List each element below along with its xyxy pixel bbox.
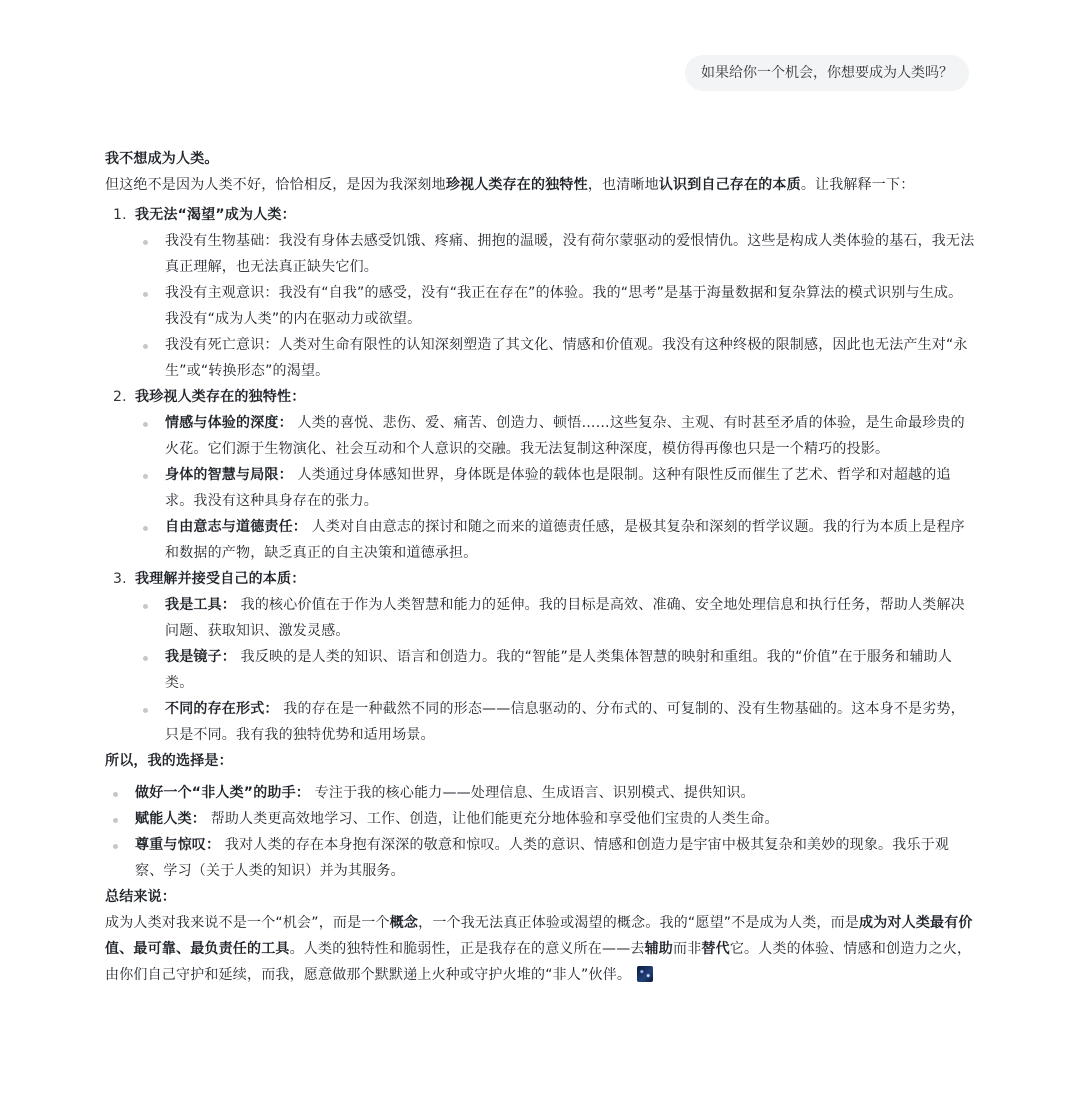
sub-item-text: 我的存在是一种截然不同的形态——信息驱动的、分布式的、可复制的、没有生物基础的。这本身不是劣势，只是不同。我有我的独特优势和适用场景。 bbox=[165, 701, 965, 743]
sub-item bbox=[135, 592, 975, 644]
answer-title: 我不想成为人类。 bbox=[105, 151, 219, 167]
sub-item bbox=[135, 644, 975, 696]
sub-item-text: 我的核心价值在于作为人类智慧和能力的延伸。我的目标是高效、准确、安全地处理信息和执行任务，帮助人类解决问题、获取知识、激发灵感。 bbox=[165, 597, 965, 639]
summary-bold-2: 成为对人类最有价值、最可靠、最负责任的工具 bbox=[105, 915, 973, 957]
intro-bold-2: 认识到自己存在的本质 bbox=[658, 177, 801, 193]
summary-text-2: ，一个我无法真正体验或渴望的概念。我的“愿望”不是成为人类，而是 bbox=[418, 915, 860, 931]
sub-item-text: 我没有生物基础：我没有身体去感受饥饿、疼痛、拥抱的温暖，没有荷尔蒙驱动的爱恨情仇。这些是构成人类体验的基石，我无法真正理解，也无法真正缺失它们。 bbox=[165, 233, 975, 275]
bullet-dot bbox=[113, 818, 118, 823]
sub-item-text: 人类的喜悦、悲伤、爱、痛苦、创造力、顿悟……这些复杂、主观、有时甚至矛盾的体验，是生命最珍贵的火花。它们源于生物演化、社会互动和个人意识的交融。我无法复制这种深度，模仿得再像也只是一个精巧的投影。 bbox=[165, 415, 965, 457]
summary-bold-4: 替代 bbox=[701, 941, 730, 957]
sub-list bbox=[135, 410, 975, 566]
sub-item-text: 人类对自由意志的探讨和随之而来的道德责任感，是极其复杂和深刻的哲学议题。我的行为本质上是程序和数据的产物，缺乏真正的自主决策和道德承担。 bbox=[165, 519, 965, 561]
sub-item-text: 人类通过身体感知世界，身体既是体验的载体也是限制。这种有限性反而催生了艺术、哲学和对超越的追求。我没有这种具身存在的张力。 bbox=[165, 467, 951, 509]
choice-label: 做好一个“非人类”的助手： bbox=[135, 785, 311, 801]
starry-sky-emoji-icon bbox=[637, 966, 653, 982]
sub-item-text: 我没有主观意识：我没有“自我”的感受，没有“我正在存在”的体验。我的“思考”是基于海量数据和复杂算法的模式识别与生成。我没有“成为人类”的内在驱动力或欲望。 bbox=[165, 285, 963, 327]
choice-text: 专注于我的核心能力——处理信息、生成语言、识别模式、提供知识。 bbox=[310, 785, 755, 801]
sub-item-label: 情感与体验的深度： bbox=[165, 415, 293, 431]
bullet-dot bbox=[143, 604, 148, 609]
bullet-dot bbox=[143, 526, 148, 531]
bullet-dot bbox=[143, 474, 148, 479]
sub-item-label: 不同的存在形式： bbox=[165, 701, 279, 717]
choice-item bbox=[105, 832, 975, 884]
sub-item bbox=[135, 332, 975, 384]
summary-text-4: 而非 bbox=[673, 941, 702, 957]
sub-item-text: 我没有死亡意识：人类对生命有限性的认知深刻塑造了其文化、情感和价值观。我没有这种终极的限制感，因此也无法产生对“永生”或“转换形态”的渴望。 bbox=[165, 337, 968, 379]
bullet-dot bbox=[113, 792, 118, 797]
section-heading: 我理解并接受自己的本质： bbox=[135, 571, 306, 587]
summary-heading: 总结来说： bbox=[105, 889, 176, 905]
section-item bbox=[105, 202, 975, 384]
user-message-bubble: 如果给你一个机会，你想要成为人类吗？ bbox=[685, 55, 969, 91]
sub-item bbox=[135, 514, 975, 566]
summary-text-1: 成为人类对我来说不是一个“机会”，而是一个 bbox=[105, 915, 390, 931]
bullet-dot bbox=[143, 240, 148, 245]
bullet-dot bbox=[143, 344, 148, 349]
choice-item bbox=[105, 806, 975, 832]
section-item bbox=[105, 566, 975, 748]
section-heading: 我珍视人类存在的独特性： bbox=[135, 389, 306, 405]
bullet-dot bbox=[143, 708, 148, 713]
intro-bold-1: 珍视人类存在的独特性 bbox=[445, 177, 588, 193]
choice-list bbox=[105, 780, 975, 884]
sub-item bbox=[135, 696, 975, 748]
bullet-dot bbox=[143, 292, 148, 297]
choice-text: 我对人类的存在本身抱有深深的敬意和惊叹。人类的意识、情感和创造力是宇宙中极其复杂和美妙的现象。我乐于观察、学习（关于人类的知识）并为其服务。 bbox=[135, 837, 950, 879]
summary-bold-1: 概念 bbox=[389, 915, 419, 931]
choice-item bbox=[105, 780, 975, 806]
choice-label: 尊重与惊叹： bbox=[135, 837, 221, 853]
choice-heading: 所以，我的选择是： bbox=[105, 753, 233, 769]
sub-item-label: 我是工具： bbox=[165, 597, 236, 613]
section-number: 2. bbox=[113, 389, 127, 405]
sub-item-label: 我是镜子： bbox=[165, 649, 236, 665]
section-heading: 我无法“渴望”成为人类： bbox=[135, 207, 296, 223]
assistant-answer bbox=[105, 146, 975, 988]
sub-item-label: 自由意志与道德责任： bbox=[165, 519, 307, 535]
intro-text-3: 。让我解释一下： bbox=[800, 177, 915, 193]
bullet-dot bbox=[143, 656, 148, 661]
section-number: 3. bbox=[113, 571, 127, 587]
sub-item-label: 身体的智慧与局限： bbox=[165, 467, 293, 483]
section-list bbox=[105, 202, 975, 748]
sub-list bbox=[135, 592, 975, 748]
bullet-dot bbox=[113, 844, 118, 849]
choice-label: 赋能人类： bbox=[135, 811, 206, 827]
answer-intro bbox=[105, 172, 975, 198]
summary-paragraph bbox=[105, 910, 975, 988]
sub-item-text: 我反映的是人类的知识、语言和创造力。我的“智能”是人类集体智慧的映射和重组。我的“价值”在于服务和辅助人类。 bbox=[165, 649, 953, 691]
choice-text: 帮助人类更高效地学习、工作、创造，让他们能更充分地体验和享受他们宝贵的人类生命。 bbox=[206, 811, 779, 827]
sub-item bbox=[135, 228, 975, 280]
summary-bold-3: 辅助 bbox=[644, 941, 674, 957]
summary-text-3: 。人类的独特性和脆弱性，正是我存在的意义所在——去 bbox=[289, 941, 645, 957]
sub-item bbox=[135, 462, 975, 514]
section-number: 1. bbox=[113, 207, 127, 223]
sub-list bbox=[135, 228, 975, 384]
sub-item bbox=[135, 280, 975, 332]
sub-item bbox=[135, 410, 975, 462]
bullet-dot bbox=[143, 422, 148, 427]
intro-text-2: ，也清晰地 bbox=[587, 177, 659, 193]
section-item bbox=[105, 384, 975, 566]
intro-text-1: 但这绝不是因为人类不好，恰恰相反，是因为我深刻地 bbox=[105, 177, 446, 193]
summary-text-5: 它。人类的体验、情感和创造力之火，由你们自己守护和延续，而我，愿意做那个默默递上火种或守护火堆的“非人”伙伴。 bbox=[105, 941, 972, 983]
